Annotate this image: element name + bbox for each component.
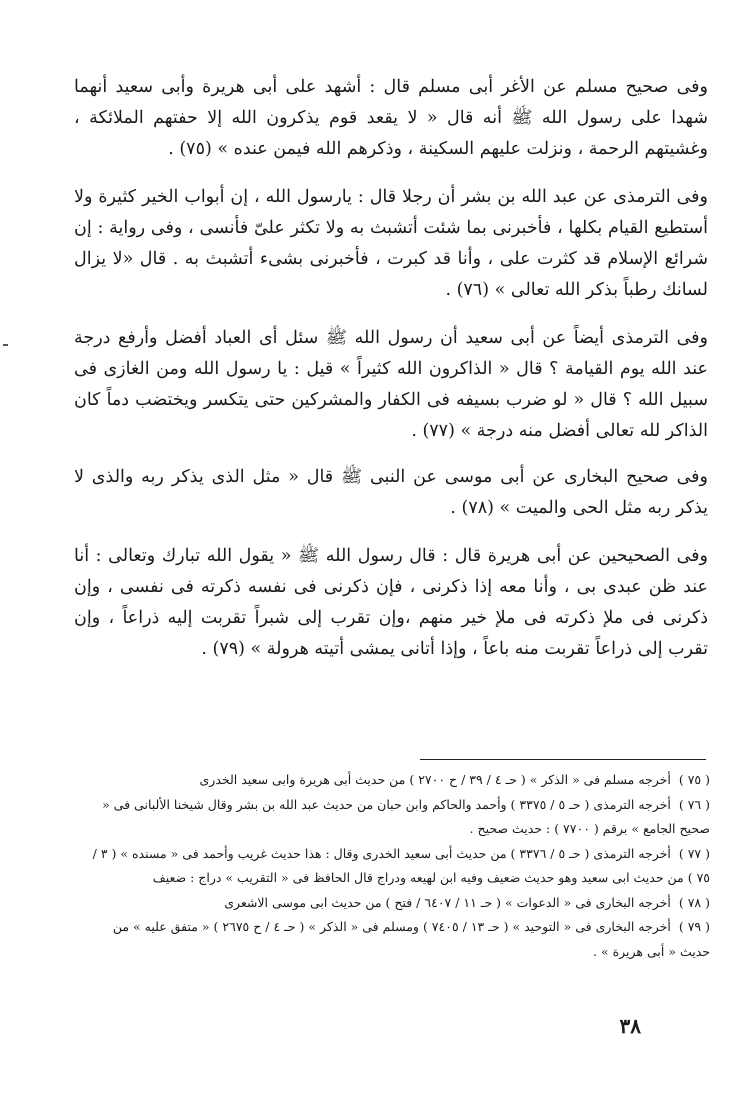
- paragraph: وفى الترمذى أيضاً عن أبى سعيد أن رسول الله ﷺ سئل أى العباد أفضل وأرفع درجة عند الله يوم القيامة ؟ قال « الذاكرون الله كثيراً » قيل : يا رسول الله ومن الغازى فى سبيل الله ؟ قال « لو ضرب بسيفه فى الكفار والمشركين حتى يتكسر ويختضب دماً كان الذاكر لله تعالى أفضل منه درجة » (٧٧) .: [74, 328, 708, 441]
- footnote-text: أخرجه الترمذى ( حـ ٥ / ٣٣٧٦ ) من حديث أبى سعيد الخدرى وقال : هذا حديث غريب وأحمد فى « مسنده » ( ٣ / ٧٥ ) من حديث ابى سعيد وهو حديث ضعيف وفيه ابن لهيعه ودراج قال الحافظ فى « التقريب » دراج : ضعيف: [92, 845, 710, 885]
- paragraph: وفى الصحيحين عن أبى هريرة قال : قال رسول الله ﷺ « يقول الله تبارك وتعالى : أنا عند ظن عبدى بى ، وأنا معه إذا ذكرنى ، فإن ذكرنى فى نفسه ذكرته فى نفسى ، وإن ذكرنى فى ملإ ذكرته فى ملإ خير منهم ،وإن تقرب إلى شبراً تقربت إليه ذراعاً ، وإن تقرب إلى ذراعاً تقربت منه باعاً ، وإذا أتانى يمشى أتيته هرولة » (٧٩) .: [74, 546, 708, 659]
- footnote-number: ( ٧٦ ): [678, 796, 710, 812]
- footnote-text: أخرجه البخارى فى « الدعوات » ( حـ ١١ / ٦٤٠٧ / فتح ) من حديث ابى موسى الاشعرى: [224, 894, 671, 910]
- paragraph: وفى صحيح البخارى عن أبى موسى عن النبى ﷺ قال « مثل الذى يذكر ربه والذى لا يذكر ربه مثل الحى والميت » (٧٨) .: [74, 467, 708, 518]
- page-number: ٣٨: [619, 1014, 641, 1038]
- paragraph: وفى الترمذى عن عبد الله بن بشر أن رجلا قال : يارسول الله ، إن أبواب الخير كثيرة ولا أستطيع القيام بكلها ، فأخبرنى بما شئت أتشبث به ولا تكثر علىّ فأنسى ، وفى رواية : إن شرائع الإسلام قد كثرت على ، وأنا قد كبرت ، فأخبرنى بشىء أتشبث به . قال «لا يزال لسانك رطباً بذكر الله تعالى » (٧٦) .: [74, 187, 708, 300]
- paragraph: وفى صحيح مسلم عن الأغر أبى مسلم قال : أشهد على أبى هريرة وأبى سعيد أنهما شهدا على رسول الله ﷺ أنه قال « لا يقعد قوم يذكرون الله إلا حفتهم الملائكة ، وغشيتهم الرحمة ، ونزلت عليهم السكينة ، وذكرهم الله فيمن عنده » (٧٥) .: [74, 77, 708, 159]
- footnotes: [84, 768, 710, 964]
- footnote: [84, 891, 710, 916]
- footnote-text: أخرجه مسلم فى « الذكر » ( حـ ٤ / ٣٩ / ح ٢٧٠٠ ) من حديث أبى هريرة وابى سعيد الخدرى: [199, 772, 671, 787]
- scan-edge-mark: [3, 344, 8, 346]
- footnote: [84, 915, 710, 964]
- footnote-divider: [420, 759, 706, 760]
- footnote-number: ( ٧٧ ): [678, 845, 710, 861]
- footnote: [84, 842, 710, 891]
- footnote: [84, 768, 710, 793]
- footnote-number: ( ٧٩ ): [678, 919, 710, 934]
- footnote-text: أخرجه البخارى فى « التوحيد » ( حـ ١٣ / ٧٤٠٥ ) ومسلم فى « الذكر » ( حـ ٤ / ح ٢٦٧٥ ) « متفق عليه » من حديث « أبى هريرة » .: [112, 919, 710, 959]
- footnote-number: ( ٧٥ ): [678, 772, 710, 787]
- footnote: [84, 793, 710, 842]
- main-text: [74, 72, 708, 682]
- footnote-number: ( ٧٨ ): [678, 894, 710, 910]
- footnote-text: أخرجه الترمذى ( حـ ٥ / ٣٣٧٥ ) وأحمد والحاكم وابن حبان من حديث عبد الله بن بشر وقال شيخنا الألبانى فى « صحيح الجامع » برقم ( ٧٧٠٠ ) : حديث صحيح .: [102, 796, 710, 836]
